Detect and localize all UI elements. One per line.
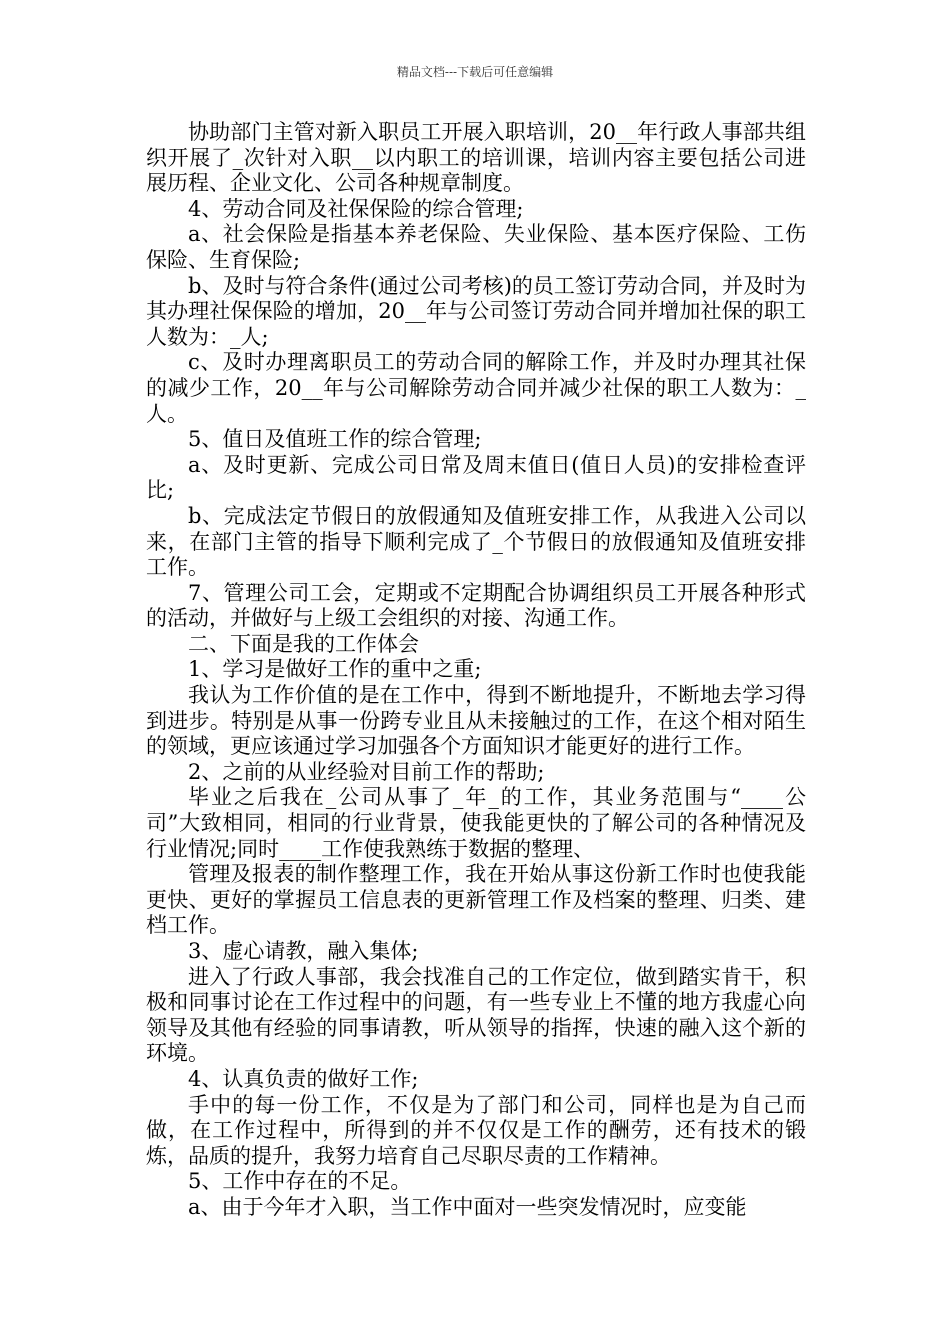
heading-responsible: 4、认真负责的做好工作; bbox=[188, 1066, 419, 1091]
heading-prior-experience: 2、之前的从业经验对目前工作的帮助; bbox=[188, 759, 545, 784]
document-body bbox=[146, 120, 806, 1221]
paragraph-responsible: 手中的每一份工作，不仅是为了部门和公司，同样也是为自己而做，在工作过程中，所得到的并不仅仅是工作的酬劳，还有技术的锻炼，品质的提升，我努力培育自己尽职尽责的工作精神。 bbox=[146, 1092, 806, 1168]
paragraph-humble: 进入了行政人事部，我会找准自己的工作定位，做到踏实肯干，积极和同事讨论在工作过程中的问题，有一些专业上不懂的地方我虚心向领导及其他有经验的同事请教，听从领导的指挥，快速的融入这个新的环境。 bbox=[146, 964, 806, 1066]
heading-labor-contract: 4、劳动合同及社保保险的综合管理; bbox=[188, 196, 524, 221]
item-duty-schedule: a、及时更新、完成公司日常及周末值日(值日人员)的安排检查评比; bbox=[146, 452, 806, 503]
heading-experience: 二、下面是我的工作体会 bbox=[188, 631, 419, 656]
item-terminate-contract: c、及时办理离职员工的劳动合同的解除工作，并及时办理其社保的减少工作，20__年与公司解除劳动合同并减少社保的职工人数为：_人。 bbox=[146, 350, 806, 426]
paragraph-prior-experience: 毕业之后我在_公司从事了_年_的工作，其业务范围与“____公司”大致相同，相同的行业背景，使我能更快的了解公司的各种情况及行业情况;同时____工作使我熟练于数据的整理、 bbox=[146, 785, 806, 861]
paragraph-learning: 我认为工作价值的是在工作中，得到不断地提升，不断地去学习得到进步。特别是从事一份跨专业且从未接触过的工作，在这个相对陌生的领域，更应该通过学习加强各个方面知识才能更好的进行工作。 bbox=[146, 683, 806, 759]
page-header: 精品文档---下载后可任意编辑 bbox=[396, 65, 554, 79]
item-social-insurance: a、社会保险是指基本养老保险、失业保险、基本医疗保险、工伤保险、生育保险; bbox=[146, 222, 806, 272]
heading-shortcomings: 5、工作中存在的不足。 bbox=[188, 1169, 412, 1194]
paragraph-union: 7、管理公司工会，定期或不定期配合协调组织员工开展各种形式的活动，并做好与上级工会组织的对接、沟通工作。 bbox=[146, 580, 806, 631]
heading-humble: 3、虚心请教，融入集体; bbox=[188, 939, 419, 963]
paragraph-data-management: 管理及报表的制作整理工作，我在开始从事这份新工作时也使我能更快、更好的掌握员工信息表的更新管理工作及档案的整理、归类、建档工作。 bbox=[146, 862, 806, 938]
item-holiday-notice: b、完成法定节假日的放假通知及值班安排工作，从我进入公司以来，在部门主管的指导下顺利完成了_个节假日的放假通知及值班安排工作。 bbox=[146, 503, 806, 580]
heading-duty-management: 5、值日及值班工作的综合管理; bbox=[188, 427, 482, 452]
heading-learning: 1、学习是做好工作的重中之重; bbox=[188, 657, 482, 682]
item-shortcoming-a: a、由于今年才入职，当工作中面对一些突发情况时，应变能 bbox=[188, 1194, 747, 1219]
item-sign-contract: b、及时与符合条件(通过公司考核)的员工签订劳动合同，并及时为其办理社保保险的增加，20__年与公司签订劳动合同并增加社保的职工人数为：_人; bbox=[146, 273, 806, 349]
paragraph-training: 协助部门主管对新入职员工开展入职培训，20__年行政人事部共组织开展了_次针对入职__以内职工的培训课，培训内容主要包括公司进展历程、企业文化、公司各种规章制度。 bbox=[146, 120, 806, 196]
